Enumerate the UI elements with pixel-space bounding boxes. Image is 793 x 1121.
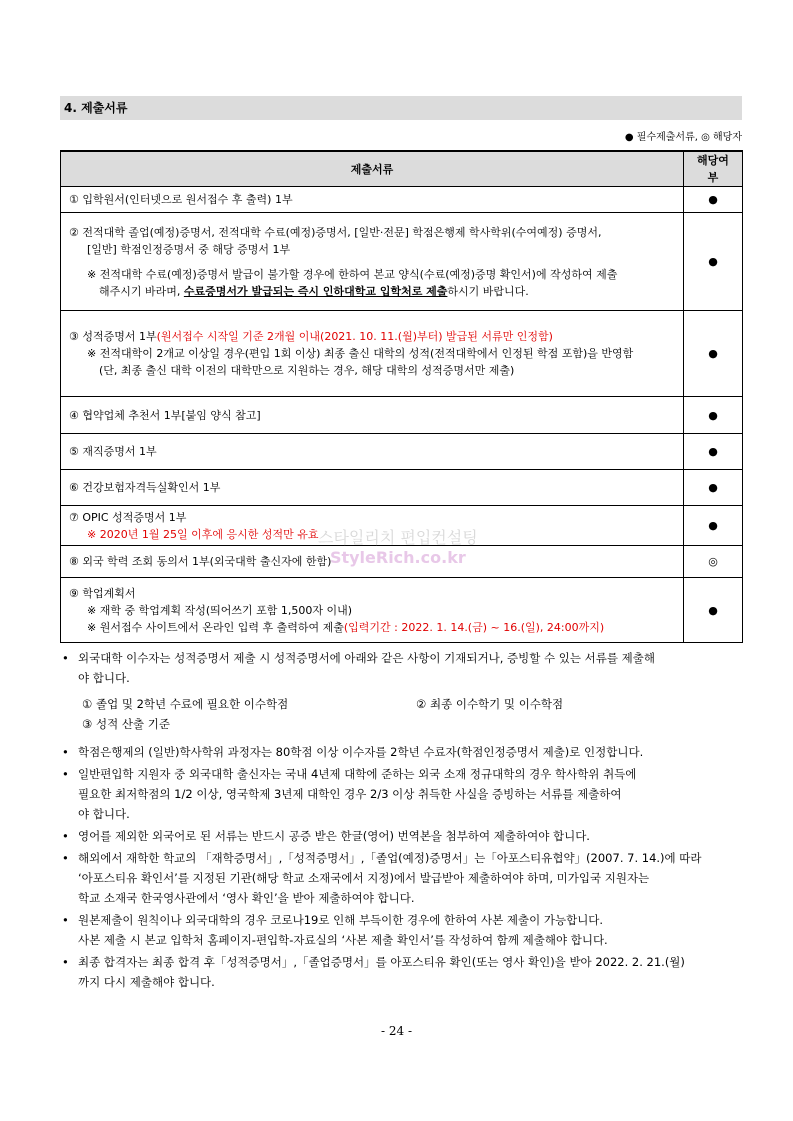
row2-line2: [일반] 학점인정증명서 중 해당 증명서 1부	[87, 242, 291, 256]
bullet-icon: •	[62, 851, 69, 865]
row2-line1: ② 전적대학 졸업(예정)증명서, 전적대학 수료(예정)증명서, [일반·전문] 학점은행제 학사학위(수여예정) 증명서,	[69, 225, 602, 239]
conditional-mark: ◎	[684, 546, 743, 578]
table-row	[61, 187, 743, 213]
table-row	[61, 213, 743, 311]
table-row	[61, 397, 743, 434]
row7-note: ※ 2020년 1월 25일 이후에 응시한 성적만 유효	[87, 527, 319, 541]
documents-table	[60, 150, 743, 643]
header-docs: 제출서류	[61, 151, 684, 187]
bullet-icon: •	[62, 767, 69, 781]
required-mark: ●	[684, 470, 743, 506]
n1-sub1: ① 졸업 및 2학년 수료에 필요한 이수학점	[82, 697, 289, 711]
row3-validity-note: (원서접수 시작일 기준 2개월 이내(2021. 10. 11.(월)부터) 발급된 서류만 인정함)	[156, 330, 553, 343]
n1-sub2: ② 최종 이수학기 및 이수학점	[416, 697, 564, 711]
required-mark: ●	[684, 578, 743, 643]
row2-note-a: ※ 전적대학 수료(예정)증명서 발급이 불가할 경우에 한하여 본교 양식(수료(예정)증명 확인서)에 작성하여 제출	[87, 267, 618, 281]
row9-input-period: (입력기간 : 2022. 1. 14.(금) ~ 16.(일), 24:00까지)	[343, 620, 605, 634]
required-mark: ●	[684, 187, 743, 213]
section-title: 4. 제출서류	[60, 96, 742, 120]
watermark	[318, 528, 478, 568]
list-item: • 외국대학 이수자는 성적증명서 제출 시 성적증명서에 아래와 같은 사항이 기재되거나, 증빙할 수 있는 서류를 제출해 야 합니다. ① 졸업 및 2학년 수료에 필요한 이수학점 ② 최종 이수학기 및 이수학점 ③ 성적 산출 기준	[60, 648, 746, 734]
bullet-icon: •	[62, 955, 69, 969]
row7-line1: ⑦ OPIC 성적증명서 1부	[69, 510, 187, 524]
required-mark: ●	[684, 311, 743, 397]
row2-note-underlined: 수료증명서가 발급되는 즉시 인하대학교 입학처로 제출	[183, 284, 448, 298]
row3-note-b: (단, 최종 출신 대학 이전의 대학만으로 지원하는 경우, 해당 대학의 성적증명서만 제출)	[99, 364, 515, 377]
required-mark: ●	[684, 397, 743, 434]
list-item: • 학점은행제의 (일반)학사학위 과정자는 80학점 이상 이수자를 2학년 수료자(학점인정증명서 제출)로 인정합니다.	[60, 742, 746, 762]
table-row	[61, 578, 743, 643]
row9-line1: ⑨ 학업계획서	[69, 586, 136, 600]
required-mark: ●	[684, 506, 743, 546]
row9-note-a: ※ 재학 중 학업계획 작성(띄어쓰기 포함 1,500자 이내)	[87, 603, 353, 617]
row2-cell	[61, 213, 684, 311]
list-item: • 해외에서 재학한 학교의 「재학증명서」,「성적증명서」,「졸업(예정)증명서」는「아포스티유협약」(2007. 7. 14.)에 따라 ‘아포스티유 확인서’를 지정된 기관(해당 학교 소재국에서 지정)에서 발급받아 제출하여야 하며, 미가입국 지원자는 학교 소재국 한국영사관에서 ‘영사 확인’을 받아 제출하여야 합니다.	[60, 848, 746, 908]
row9-cell	[61, 578, 684, 643]
row4-text: ④ 협약업체 추천서 1부[붙임 양식 참고]	[61, 397, 684, 434]
bullet-icon: •	[62, 913, 69, 927]
row6-text: ⑥ 건강보험자격득실확인서 1부	[61, 470, 684, 506]
row1-text: ① 입학원서(인터넷으로 원서접수 후 출력) 1부	[61, 187, 684, 213]
list-item: • 영어를 제외한 외국어로 된 서류는 반드시 공증 받은 한글(영어) 번역본을 첨부하여 제출하여야 합니다.	[60, 826, 746, 846]
bullet-icon: •	[62, 829, 69, 843]
required-mark: ●	[684, 213, 743, 311]
row2-note-b: 해주시기 바라며, 수료증명서가 발급되는 즉시 인하대학교 입학처로 제출하시기 바랍니다.	[99, 284, 529, 298]
row9-note-b: ※ 원서접수 사이트에서 온라인 입력 후 출력하여 제출(입력기간 : 2022. 1. 14.(금) ~ 16.(일), 24:00까지)	[87, 620, 605, 634]
row5-text: ⑤ 재직증명서 1부	[61, 434, 684, 470]
bullet-icon: •	[62, 651, 69, 665]
watermark-line1: 스타일리치 편입컨설팅	[318, 528, 478, 547]
list-item: • 최종 합격자는 최종 합격 후「성적증명서」,「졸업증명서」를 아포스티유 확인(또는 영사 확인)을 받아 2022. 2. 21.(월) 까지 다시 제출해야 합니다.	[60, 952, 746, 992]
row3-note-a: ※ 전적대학이 2개교 이상일 경우(편입 1회 이상) 최종 출신 대학의 성적(전적대학에서 인정된 학점 포함)을 반영함	[87, 347, 634, 360]
header-applicable: 해당여부	[684, 151, 743, 187]
table-row	[61, 311, 743, 397]
row8-text: ⑧ 외국 학력 조회 동의서 1부(외국대학 출신자에 한함)	[61, 546, 684, 578]
notes-list	[60, 648, 746, 994]
list-item: • 원본제출이 원칙이나 외국대학의 경우 코로나19로 인해 부득이한 경우에 한하여 사본 제출이 가능합니다. 사본 제출 시 본교 입학처 홈페이지-편입학-자료실의 ‘사본 제출 확인서’를 작성하여 함께 제출해야 합니다.	[60, 910, 746, 950]
page-number: - 24 -	[380, 1024, 412, 1038]
required-mark: ●	[684, 434, 743, 470]
legend: ● 필수제출서류, ◎ 해당자	[624, 132, 742, 143]
n1-sub3: ③ 성적 산출 기준	[82, 717, 170, 731]
row3-cell	[61, 311, 684, 397]
table-header-row	[61, 151, 743, 187]
table-row	[61, 434, 743, 470]
table-row	[61, 470, 743, 506]
list-item: • 일반편입학 지원자 중 외국대학 출신자는 국내 4년제 대학에 준하는 외국 소재 정규대학의 경우 학사학위 취득에 필요한 최저학점의 1/2 이상, 영국학제 3년제 대학인 경우 2/3 이상 취득한 사실을 증빙하는 서류를 제출하여 야 합니다.	[60, 764, 746, 824]
watermark-line2: StyleRich.co.kr	[329, 548, 466, 567]
bullet-icon: •	[62, 745, 69, 759]
row3-line1: ③ 성적증명서 1부(원서접수 시작일 기준 2개월 이내(2021. 10. 11.(월)부터) 발급된 서류만 인정함)	[69, 330, 553, 343]
